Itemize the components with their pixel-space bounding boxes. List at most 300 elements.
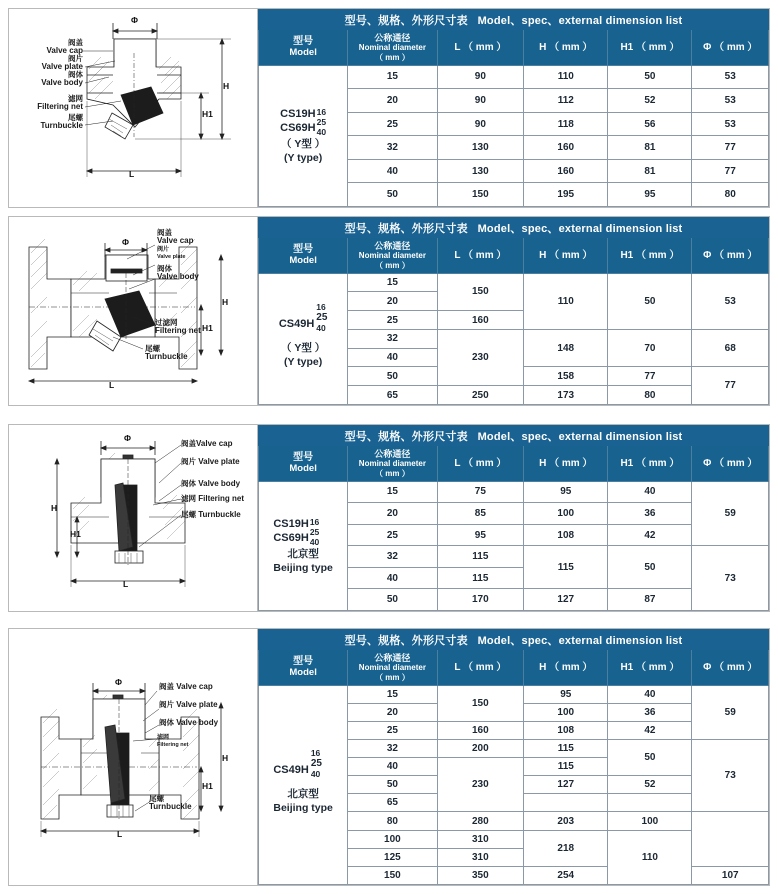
cell-H1: 42 xyxy=(608,721,692,739)
dimension-table-wrapper-4 xyxy=(258,629,769,885)
label-valve-body xyxy=(11,71,83,88)
col-header-H: H （ mm ） xyxy=(524,446,608,482)
cell-H1: 36 xyxy=(608,703,692,721)
model-cell xyxy=(259,273,348,404)
col-header-nominal-diameter xyxy=(348,446,437,482)
cell-PHI: 77 xyxy=(692,367,769,405)
label-turnbuckle-cn: 尾螺 xyxy=(68,113,83,122)
dimension-table-wrapper-2 xyxy=(258,217,769,405)
label-valve-cap xyxy=(157,229,193,246)
label-filtering-net xyxy=(157,735,188,748)
label-turnbuckle xyxy=(145,345,188,362)
cell-H: 203 xyxy=(524,812,608,830)
label-turnbuckle xyxy=(11,114,83,131)
col-header-nd-unit: （ mm ） xyxy=(375,468,410,478)
cell-PHI: 80 xyxy=(692,183,769,207)
cell-H1: 110 xyxy=(608,830,692,884)
cell-H: 195 xyxy=(524,183,608,207)
cell-H: 95 xyxy=(524,481,608,503)
model-sub-en: Beijing type xyxy=(273,801,333,814)
model-pressure-2: 40 xyxy=(310,769,321,780)
dim-label-phi: Φ xyxy=(124,433,131,443)
col-header-L: L （ mm ） xyxy=(437,238,524,274)
label-filtering-net-en: Filtering net xyxy=(157,741,189,748)
banner-cn: 型号、规格、外形尺寸表 xyxy=(344,222,468,235)
cell-L: 200 xyxy=(437,740,524,758)
cell-L: 150 xyxy=(437,183,524,207)
label-valve-plate xyxy=(159,701,218,710)
product-panel-cs49h-beijing-type xyxy=(8,628,770,886)
label-valve-cap-cn: 阀盖 xyxy=(68,38,83,47)
cell-L: 280 xyxy=(437,812,524,830)
cell-L: 230 xyxy=(437,329,524,385)
cell-L: 230 xyxy=(437,758,524,812)
model-sub-en: (Y type) xyxy=(283,355,323,368)
col-header-H: H （ mm ） xyxy=(524,238,608,274)
dim-label-H1: H1 xyxy=(70,529,81,539)
label-valve-plate-cn: 阀片 xyxy=(159,700,174,709)
banner-en: Model、spec、external dimension list xyxy=(477,634,683,647)
cell-L: 85 xyxy=(437,503,524,525)
table-banner xyxy=(259,426,769,446)
valve-cross-section-diagram xyxy=(9,217,258,405)
col-header-L: L （ mm ） xyxy=(437,446,524,482)
label-turnbuckle-en: Turnbuckle xyxy=(145,352,188,362)
table-banner-row xyxy=(259,10,769,30)
cell-H1: 50 xyxy=(608,740,692,776)
label-turnbuckle xyxy=(181,511,241,520)
col-header-nominal-diameter xyxy=(348,238,437,274)
cell-L: 250 xyxy=(437,386,524,405)
cell-dn: 32 xyxy=(348,740,437,758)
model-pressure-0: 16 xyxy=(316,301,326,312)
model-sub-cn: （ Y型 ） xyxy=(280,341,326,354)
cell-dn: 40 xyxy=(348,159,437,183)
cell-dn: 25 xyxy=(348,721,437,739)
cell-L: 350 xyxy=(437,866,524,884)
model-name-0: CS49H xyxy=(273,763,309,776)
table-header-row xyxy=(259,650,769,686)
label-valve-cap-en: Valve cap xyxy=(196,439,233,448)
col-header-model-cn: 型号 xyxy=(293,452,314,464)
cell-H1: 56 xyxy=(608,112,692,136)
cell-H1: 50 xyxy=(608,273,692,329)
cell-L: 150 xyxy=(437,685,524,721)
model-sub-en: Beijing type xyxy=(273,561,333,574)
cell-L: 90 xyxy=(437,65,524,89)
cell-PHI: 73 xyxy=(692,546,769,611)
label-valve-cap-en: Valve cap xyxy=(176,682,213,691)
label-valve-body xyxy=(159,719,218,728)
cell-L: 170 xyxy=(437,589,524,611)
cell-dn: 15 xyxy=(348,65,437,89)
label-valve-body-cn: 阀体 xyxy=(181,479,196,488)
cell-H1: 87 xyxy=(608,589,692,611)
banner-cn: 型号、规格、外形尺寸表 xyxy=(344,430,468,443)
col-header-H1: H1 （ mm ） xyxy=(608,238,692,274)
dim-label-H1: H1 xyxy=(202,323,213,333)
cell-dn: 20 xyxy=(348,89,437,113)
cell-H1: 40 xyxy=(608,481,692,503)
cell-L: 130 xyxy=(437,159,524,183)
cell-L: 90 xyxy=(437,89,524,113)
label-valve-cap xyxy=(159,683,213,692)
model-name-0: CS19H xyxy=(273,518,309,531)
cell-H1: 77 xyxy=(608,367,692,386)
col-header-model xyxy=(259,650,348,686)
cell-PHI: 59 xyxy=(692,481,769,546)
cell-PHI: 68 xyxy=(692,329,769,367)
label-turnbuckle-cn: 尾螺 xyxy=(145,344,160,353)
cell-H: 173 xyxy=(524,386,608,405)
cell-dn: 80 xyxy=(348,812,437,830)
cell-H: 110 xyxy=(524,273,608,329)
cell-H xyxy=(524,794,608,812)
table-header-row xyxy=(259,30,769,66)
model-sub-cn: 北京型 xyxy=(287,787,319,800)
model-name-0: CS19H xyxy=(280,108,316,121)
product-panel-cs19h-cs69h-beijing-type xyxy=(8,424,770,612)
model-name-0: CS49H xyxy=(278,317,315,330)
valve-drawing-beijing-type-threaded xyxy=(9,425,258,611)
cell-PHI: 59 xyxy=(692,685,769,739)
model-pressure-1: 25 xyxy=(316,311,328,323)
label-valve-body-en: Valve body xyxy=(157,272,199,282)
model-pressure-0: 16 xyxy=(309,516,320,527)
table-row xyxy=(259,481,769,503)
cell-H: 100 xyxy=(524,503,608,525)
cell-dn: 25 xyxy=(348,112,437,136)
cell-dn: 150 xyxy=(348,866,437,884)
cell-dn: 25 xyxy=(348,311,437,330)
col-header-L: L （ mm ） xyxy=(437,30,524,66)
model-pressure-0: 16 xyxy=(316,106,327,117)
dim-label-L: L xyxy=(109,380,115,390)
label-filtering-net-cn: 滤网 xyxy=(157,735,170,741)
cell-L: 160 xyxy=(437,311,524,330)
cell-H: 127 xyxy=(524,776,608,794)
table-header-row xyxy=(259,446,769,482)
label-valve-plate xyxy=(157,247,185,260)
label-valve-cap-cn: 阀盖 xyxy=(181,439,196,448)
cell-dn: 15 xyxy=(348,685,437,703)
valve-drawing-y-type-flanged xyxy=(9,217,258,405)
cell-H: 110 xyxy=(524,65,608,89)
product-panel-cs19h-cs69h-y-type xyxy=(8,8,770,208)
col-header-nd-en: Nominal diameter xyxy=(358,43,426,53)
label-valve-body-en: Valve body xyxy=(198,479,241,488)
table-banner xyxy=(259,10,769,30)
col-header-H1: H1 （ mm ） xyxy=(608,650,692,686)
cell-dn: 32 xyxy=(348,546,437,568)
col-header-model-en: Model xyxy=(289,46,317,58)
cell-PHI: 77 xyxy=(692,136,769,160)
model-cell xyxy=(259,685,348,884)
banner-en: Model、spec、external dimension list xyxy=(477,14,683,27)
col-header-PHI: Φ （ mm ） xyxy=(692,238,769,274)
col-header-model-en: Model xyxy=(289,666,317,678)
label-valve-plate-en: Valve plate xyxy=(198,457,240,466)
label-filtering-net xyxy=(181,495,244,504)
model-sub-en: (Y type) xyxy=(283,151,323,164)
cell-dn: 40 xyxy=(348,567,437,589)
cell-dn: 15 xyxy=(348,481,437,503)
cell-H: 148 xyxy=(524,329,608,367)
cell-L: 310 xyxy=(437,848,524,866)
cell-dn: 32 xyxy=(348,329,437,348)
label-filtering-net-cn: 滤网 xyxy=(68,94,83,103)
table-row xyxy=(259,65,769,89)
cell-L: 95 xyxy=(437,524,524,546)
cell-H1: 70 xyxy=(608,329,692,367)
col-header-nd-en: Nominal diameter xyxy=(358,663,426,673)
cell-H: 112 xyxy=(524,89,608,113)
dimension-table-4 xyxy=(258,629,769,885)
cell-PHI: 53 xyxy=(692,89,769,113)
cell-PHI: 53 xyxy=(692,112,769,136)
cell-PHI: 73 xyxy=(692,740,769,812)
valve-drawing-beijing-type-flanged xyxy=(9,629,258,885)
dim-label-L: L xyxy=(117,829,123,839)
label-valve-plate-en: Valve plate xyxy=(176,700,218,709)
label-filtering-net-en: Filtering net xyxy=(37,102,83,112)
cell-H: 127 xyxy=(524,589,608,611)
model-pressure-2: 40 xyxy=(316,323,326,334)
cell-dn: 40 xyxy=(348,348,437,367)
model-pressure-2: 40 xyxy=(316,126,327,137)
cell-PHI: 53 xyxy=(692,273,769,329)
banner-en: Model、spec、external dimension list xyxy=(477,430,683,443)
banner-cn: 型号、规格、外形尺寸表 xyxy=(344,14,468,27)
label-valve-cap-en: Valve cap xyxy=(157,236,194,246)
label-filtering-net-en: Filtering net xyxy=(155,326,201,336)
cell-H: 118 xyxy=(524,112,608,136)
cell-L: 310 xyxy=(437,830,524,848)
cell-dn: 25 xyxy=(348,524,437,546)
cell-H: 108 xyxy=(524,721,608,739)
valve-cross-section-diagram xyxy=(9,629,258,885)
dim-label-H: H xyxy=(222,297,229,307)
cell-L: 115 xyxy=(437,546,524,568)
col-header-nd-cn: 公称通径 xyxy=(374,449,411,459)
table-banner xyxy=(259,218,769,238)
dimension-table-1 xyxy=(258,9,769,207)
label-valve-body-cn: 阀体 xyxy=(157,264,172,273)
cell-H: 95 xyxy=(524,685,608,703)
col-header-model xyxy=(259,30,348,66)
label-filtering-net-cn: 滤网 xyxy=(181,494,196,503)
col-header-H1: H1 （ mm ） xyxy=(608,30,692,66)
cell-dn: 50 xyxy=(348,776,437,794)
cell-H: 158 xyxy=(524,367,608,386)
cell-H1: 36 xyxy=(608,503,692,525)
dimension-table-2 xyxy=(258,217,769,405)
cell-L: 90 xyxy=(437,112,524,136)
cell-PHI: 53 xyxy=(692,65,769,89)
cell-H1: 100 xyxy=(608,812,692,830)
model-name-1: CS69H xyxy=(273,531,309,544)
cell-L: 115 xyxy=(437,567,524,589)
cell-dn: 65 xyxy=(348,386,437,405)
cell-dn: 50 xyxy=(348,367,437,386)
cell-H: 115 xyxy=(524,546,608,589)
model-cell xyxy=(259,481,348,610)
col-header-nd-cn: 公称通径 xyxy=(374,241,411,251)
cell-dn: 50 xyxy=(348,183,437,207)
dim-label-H: H xyxy=(223,81,230,91)
label-valve-plate-cn: 阀片 xyxy=(157,247,170,253)
table-header-row xyxy=(259,238,769,274)
col-header-L: L （ mm ） xyxy=(437,650,524,686)
col-header-nominal-diameter xyxy=(348,30,437,66)
cell-dn: 20 xyxy=(348,292,437,311)
label-filtering-net-en: Filtering net xyxy=(198,494,245,503)
dim-label-L: L xyxy=(123,579,129,589)
dim-label-L: L xyxy=(129,169,135,179)
label-valve-cap-cn: 阀盖 xyxy=(159,682,174,691)
cell-H: 218 xyxy=(524,830,608,866)
cell-H: 160 xyxy=(524,159,608,183)
cell-dn: 15 xyxy=(348,273,437,292)
cell-H1: 50 xyxy=(608,65,692,89)
model-pressure-1: 25 xyxy=(316,116,327,127)
model-sub-cn: （ Y型 ） xyxy=(280,137,326,150)
label-turnbuckle-cn: 尾螺 xyxy=(149,794,164,803)
table-banner-row xyxy=(259,426,769,446)
cell-H: 115 xyxy=(524,740,608,758)
table-banner-row xyxy=(259,218,769,238)
dim-label-H: H xyxy=(51,503,58,513)
cell-H1: 80 xyxy=(608,386,692,405)
cell-H1: 40 xyxy=(608,685,692,703)
col-header-PHI: Φ （ mm ） xyxy=(692,30,769,66)
cell-H: 115 xyxy=(524,758,608,776)
model-name-1: CS69H xyxy=(280,121,316,134)
model-pressure-1: 25 xyxy=(310,757,322,769)
cell-H1 xyxy=(608,794,692,812)
cell-PHI xyxy=(692,812,769,866)
label-filtering-net-cn: 过滤网 xyxy=(155,318,178,327)
col-header-H1: H1 （ mm ） xyxy=(608,446,692,482)
col-header-H: H （ mm ） xyxy=(524,650,608,686)
cell-H1: 81 xyxy=(608,159,692,183)
label-turnbuckle xyxy=(149,795,192,812)
label-turnbuckle-en: Turnbuckle xyxy=(149,802,192,812)
cell-L: 75 xyxy=(437,481,524,503)
cell-dn: 65 xyxy=(348,794,437,812)
label-valve-cap-en: Valve cap xyxy=(46,46,83,56)
cell-H1: 52 xyxy=(608,776,692,794)
col-header-model-en: Model xyxy=(289,462,317,474)
cell-H1: 95 xyxy=(608,183,692,207)
col-header-model xyxy=(259,238,348,274)
label-filtering-net xyxy=(155,319,201,336)
dimension-table-wrapper-1 xyxy=(258,9,769,207)
dimension-table-3 xyxy=(258,425,769,611)
cell-dn: 32 xyxy=(348,136,437,160)
col-header-PHI: Φ （ mm ） xyxy=(692,446,769,482)
cell-dn: 50 xyxy=(348,589,437,611)
banner-en: Model、spec、external dimension list xyxy=(477,222,683,235)
col-header-model-cn: 型号 xyxy=(293,656,314,668)
col-header-PHI: Φ （ mm ） xyxy=(692,650,769,686)
cell-PHI: 77 xyxy=(692,159,769,183)
label-valve-body xyxy=(157,265,199,282)
col-header-nd-en: Nominal diameter xyxy=(358,251,426,261)
model-pressure-2: 40 xyxy=(309,536,320,547)
cell-H: 108 xyxy=(524,524,608,546)
dim-label-H: H xyxy=(222,753,229,763)
col-header-nd-en: Nominal diameter xyxy=(358,459,426,469)
label-valve-body-cn: 阀体 xyxy=(159,718,174,727)
label-valve-cap xyxy=(181,440,232,449)
table-row xyxy=(259,685,769,703)
cell-PHI: 107 xyxy=(692,866,769,884)
dim-label-phi: Φ xyxy=(115,677,122,687)
dimension-table-wrapper-3 xyxy=(258,425,769,611)
label-valve-plate-en: Valve plate xyxy=(41,62,83,72)
label-valve-plate-en: Valve plate xyxy=(157,253,186,260)
cell-H: 254 xyxy=(524,866,608,884)
col-header-model-cn: 型号 xyxy=(293,36,314,48)
label-valve-plate xyxy=(181,458,240,467)
label-valve-cap-cn: 阀盖 xyxy=(157,228,172,237)
label-turnbuckle-en: Turnbuckle xyxy=(40,121,83,131)
model-sub-cn: 北京型 xyxy=(287,547,319,560)
col-header-model-en: Model xyxy=(289,254,317,266)
label-turnbuckle-cn: 尾螺 xyxy=(181,510,196,519)
label-valve-body-en: Valve body xyxy=(176,718,219,727)
cell-dn: 125 xyxy=(348,848,437,866)
label-valve-plate-cn: 阀片 xyxy=(68,54,83,63)
cell-dn: 40 xyxy=(348,758,437,776)
cell-H1: 52 xyxy=(608,89,692,113)
cell-H1: 42 xyxy=(608,524,692,546)
label-valve-plate-cn: 阀片 xyxy=(181,457,196,466)
col-header-nd-unit: （ mm ） xyxy=(375,672,410,682)
model-cell xyxy=(259,65,348,206)
cell-H1: 50 xyxy=(608,546,692,589)
product-panel-cs49h-y-type xyxy=(8,216,770,406)
model-pressure-0: 16 xyxy=(310,747,321,758)
label-valve-body xyxy=(181,480,240,489)
col-header-nd-cn: 公称通径 xyxy=(374,33,411,43)
table-banner-row xyxy=(259,630,769,650)
dim-label-phi: Φ xyxy=(131,15,138,25)
cell-dn: 20 xyxy=(348,503,437,525)
col-header-nd-cn: 公称通径 xyxy=(374,653,411,663)
cell-H: 100 xyxy=(524,703,608,721)
label-valve-body-en: Valve body xyxy=(41,78,83,88)
cell-H: 160 xyxy=(524,136,608,160)
col-header-nominal-diameter xyxy=(348,650,437,686)
col-header-nd-unit: （ mm ） xyxy=(375,52,410,62)
cell-L: 130 xyxy=(437,136,524,160)
label-valve-body-cn: 阀体 xyxy=(68,70,83,79)
valve-drawing-y-type-threaded xyxy=(9,9,258,207)
col-header-H: H （ mm ） xyxy=(524,30,608,66)
label-turnbuckle-en: Turnbuckle xyxy=(198,510,241,519)
dim-label-H1: H1 xyxy=(202,109,213,119)
cell-H1: 81 xyxy=(608,136,692,160)
cell-dn: 100 xyxy=(348,830,437,848)
dim-label-H1: H1 xyxy=(202,781,213,791)
cell-dn: 20 xyxy=(348,703,437,721)
col-header-model-cn: 型号 xyxy=(293,244,314,256)
cell-L: 150 xyxy=(437,273,524,311)
table-row xyxy=(259,273,769,292)
model-pressure-1: 25 xyxy=(309,526,320,537)
